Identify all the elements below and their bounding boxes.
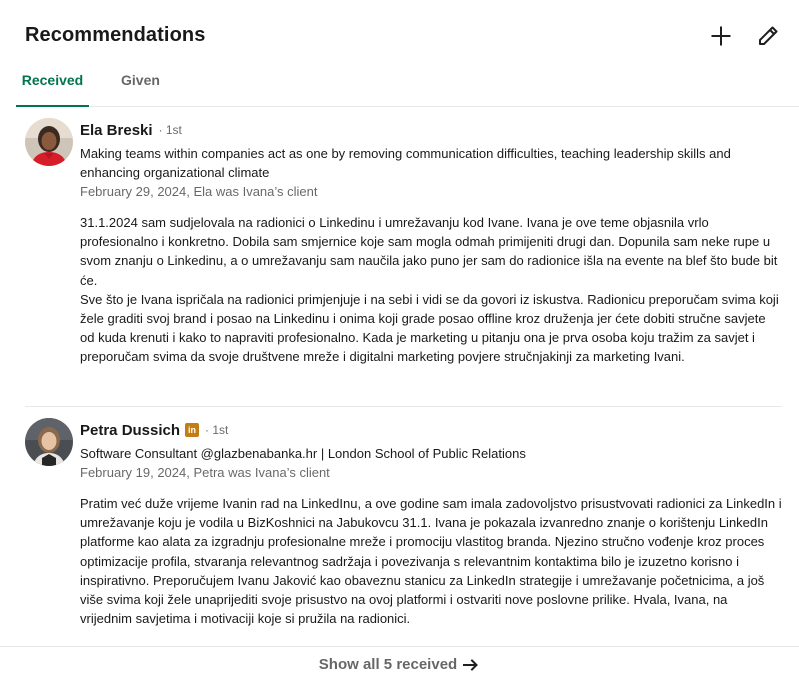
arrow-right-icon bbox=[462, 656, 480, 674]
show-all-label: Show all 5 received bbox=[318, 656, 458, 673]
add-recommendation-button[interactable] bbox=[705, 20, 737, 52]
ela-avatar-image bbox=[25, 118, 73, 166]
recommendation-tabs bbox=[16, 66, 799, 107]
avatar[interactable] bbox=[25, 418, 73, 466]
show-all-button[interactable] bbox=[0, 646, 799, 682]
recommendation-meta: February 29, 2024, Ela was Ivana’s client bbox=[80, 184, 318, 199]
plus-icon bbox=[709, 24, 733, 48]
recommender-headline: Making teams within companies act as one by removing communication difficulties, teaching leadership skills and enhancing organizational climate bbox=[80, 146, 731, 180]
recommendation-text: 31.1.2024 sam sudjelovala na radionici o Linkedinu i umrežavanju kod Ivane. Ivana je ove teme objasnila vrlo profesionalno i konkretno. Dobila sam smjernice koje sam mogla odmah primijeniti drugi dan. Dopunila sam neke rupe u svom znanju o Linkedinu, a o umrežavanju sam naučila jako puno jer sam do radionice išla na evente na blef što bude bit će. Sve što je Ivana ispričala na radionici primjenjuje i na sebi i vidi se da govori iz iskustva. Radionicu preporučam svima koji žele graditi svoj brand i posao na Linkedinu i onima koji grade posao offline kroz druženja jer ćete dobiti stručne savjete od kuda krenuti i kako to napraviti profesionalno. Kada je marketing u pitanju ona je prva osoba koju tražim za savjet i preporučam svima da svoje društvene mreže i digitalni marketing povjere stručnjakinji za marketing Ivani. bbox=[80, 215, 779, 365]
recommendation-meta: February 19, 2024, Petra was Ivana’s client bbox=[80, 465, 330, 480]
recommender-name[interactable]: Petra Dussich bbox=[80, 421, 181, 439]
recommender-headline: Software Consultant @glazbenabanka.hr | London School of Public Relations bbox=[80, 446, 526, 461]
section-title: Recommendations bbox=[25, 24, 206, 46]
divider bbox=[25, 406, 782, 407]
edit-recommendations-button[interactable] bbox=[752, 20, 784, 52]
recommender-name[interactable]: Ela Breski bbox=[80, 121, 153, 139]
connection-degree: · 1st bbox=[158, 123, 182, 137]
avatar[interactable] bbox=[25, 118, 73, 166]
linkedin-premium-icon: in bbox=[185, 423, 199, 437]
section-header bbox=[0, 0, 799, 66]
recommendation-text: Pratim već duže vrijeme Ivanin rad na LinkedInu, a ove godine sam imala zadovoljstvo prisustvovati radionici za LinkedIn i umrežavanje koju je vodila u BizKoshnici na Jabukovcu 31.1. Ivana je pokazala izvanredno znanje o korištenju LinkedIn platforme kao alata za izgradnju profesionalne mreže i promociju vlastitog branda. Njezino stručno vođenje kroz proces optimizacije profila, stvaranja relevantnog sadržaja i povezivanja s relevantnim kontaktima bilo je izuzetno korisno i inspirativno. Preporučujem Ivanu Jaković kao obaveznu stanicu za LinkedIn strategije i umrežavanje početnicima, a još više svima koji žele unaprijediti svoje prisustvo na ovoj platformi i ostvariti nove poslovne prilike. Hvala, Ivana, na vrijednim savjetima i motivaciji koje si pružila na radionici. bbox=[80, 496, 782, 627]
tab-given[interactable]: Given bbox=[121, 72, 160, 88]
petra-avatar-image bbox=[25, 418, 73, 466]
tab-received[interactable]: Received bbox=[16, 66, 89, 106]
pencil-icon bbox=[756, 24, 780, 48]
connection-degree: · 1st bbox=[205, 423, 229, 437]
